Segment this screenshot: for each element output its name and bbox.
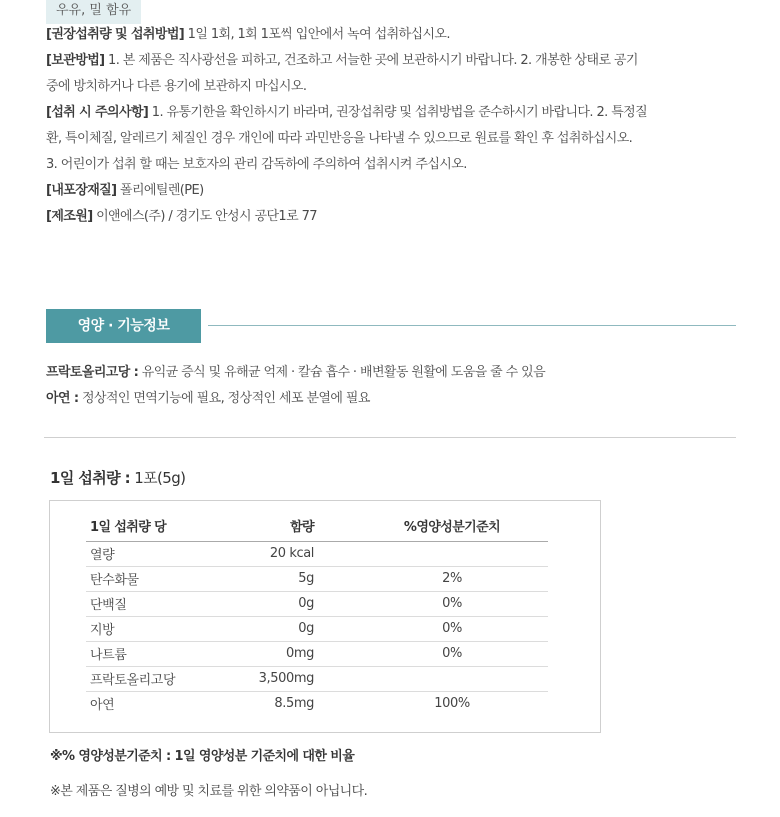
table-row	[86, 666, 548, 691]
allergen-tag: 우유, 밀 함유	[46, 0, 141, 24]
info-text: 3. 어린이가 섭취 할 때는 보호자의 관리 감독하에 주의하여 섭취시켜 주십시오.	[46, 157, 467, 172]
nutrient-name: 단백질	[86, 591, 236, 616]
section-title: 영양 · 기능정보	[46, 309, 201, 343]
table-row	[86, 641, 548, 666]
content-divider	[44, 437, 736, 438]
header-amount: 함량	[236, 510, 316, 541]
nutrient-daily-value	[316, 666, 548, 691]
info-text: 이앤에스(주) / 경기도 안성시 공단1로 77	[92, 209, 317, 224]
nutrient-amount: 5g	[236, 566, 316, 591]
caution-line-1	[46, 100, 746, 126]
nutrient-amount: 0g	[236, 591, 316, 616]
info-label: [보관방법]	[46, 53, 105, 68]
function-text: 정상적인 면역기능에 필요, 정상적인 세포 분열에 필요	[78, 391, 370, 406]
nutrient-daily-value: 2%	[316, 566, 548, 591]
serving-label: 1일 섭취량 :	[50, 469, 131, 487]
header-per-serving: 1일 섭취량 당	[86, 510, 236, 541]
nutrient-name: 지방	[86, 616, 236, 641]
info-text: 환, 특이체질, 알레르기 체질인 경우 개인에 따라 과민반응을 나타낼 수 있으므로 원료를 확인 후 섭취하십시오.	[46, 131, 633, 146]
intake-method-line	[46, 22, 746, 48]
nutrient-daily-value: 0%	[316, 591, 548, 616]
packaging-line	[46, 178, 746, 204]
nutrient-daily-value	[316, 541, 548, 566]
info-text: 1일 1회, 1회 1포씩 입안에서 녹여 섭취하십시오.	[184, 27, 450, 42]
product-info-block	[46, 22, 746, 230]
info-label: [내포장재질]	[46, 183, 117, 198]
table-row	[86, 541, 548, 566]
info-text: 1. 본 제품은 직사광선을 피하고, 건조하고 서늘한 곳에 보관하시기 바랍니다. 2. 개봉한 상태로 공기	[104, 53, 638, 68]
nutrient-name: 열량	[86, 541, 236, 566]
disclaimer-footnote: ※본 제품은 질병의 예방 및 치료를 위한 의약품이 아닙니다.	[50, 784, 368, 799]
function-label: 프락토올리고당 :	[46, 365, 139, 380]
table-header-row	[86, 510, 548, 541]
nutrition-section-header	[46, 309, 736, 343]
nutrient-daily-value: 100%	[434, 696, 470, 712]
nutrient-daily-value: 0%	[316, 616, 548, 641]
nutrient-name: 탄수화물	[86, 566, 236, 591]
manufacturer-line	[46, 204, 746, 230]
info-label: [제조원]	[46, 209, 93, 224]
caution-line-3	[46, 152, 746, 178]
nutrient-name: 프락토올리고당	[86, 666, 236, 691]
table-row	[86, 591, 548, 616]
function-info-block	[46, 360, 545, 412]
function-label: 아연 :	[46, 391, 79, 406]
table-row	[86, 616, 548, 641]
nutrient-amount: 0mg	[236, 641, 316, 666]
nutrient-amount: 0g	[236, 616, 316, 641]
caution-line-2	[46, 126, 746, 152]
nutrition-table	[86, 510, 548, 716]
function-line-fos	[46, 360, 545, 386]
info-label: [권장섭취량 및 섭취방법]	[46, 27, 185, 42]
storage-line-1	[46, 48, 746, 74]
info-label: [섭취 시 주의사항]	[46, 105, 149, 120]
section-divider	[208, 325, 736, 326]
nutrient-name: 아연	[90, 698, 115, 714]
nutrient-amount: 8.5mg	[274, 696, 314, 712]
info-text: 폴리에틸렌(PE)	[116, 183, 204, 198]
nutrition-facts-box	[49, 500, 601, 733]
daily-value-footnote: ※% 영양성분기준치 : 1일 영양성분 기준치에 대한 비율	[50, 749, 355, 764]
nutrient-daily-value: 0%	[316, 641, 548, 666]
function-line-zinc	[46, 386, 545, 412]
daily-serving	[50, 467, 185, 488]
info-text: 중에 방치하거나 다른 용기에 보관하지 마십시오.	[46, 79, 307, 94]
nutrient-amount: 3,500mg	[236, 666, 316, 691]
table-row	[86, 566, 548, 591]
info-text: 1. 유통기한을 확인하시기 바라며, 권장섭취량 및 섭취방법을 준수하시기 바랍니다. 2. 특정질	[148, 105, 648, 120]
function-text: 유익균 증식 및 유해균 억제 · 칼슘 흡수 · 배변활동 원활에 도움을 줄 수 있음	[138, 365, 546, 380]
storage-line-2	[46, 74, 746, 100]
header-daily-value: %영양성분기준치	[316, 510, 548, 541]
nutrient-name: 나트륨	[86, 641, 236, 666]
serving-value: 1포(5g)	[130, 469, 186, 487]
table-row	[86, 691, 548, 716]
nutrient-amount: 20 kcal	[236, 541, 316, 566]
